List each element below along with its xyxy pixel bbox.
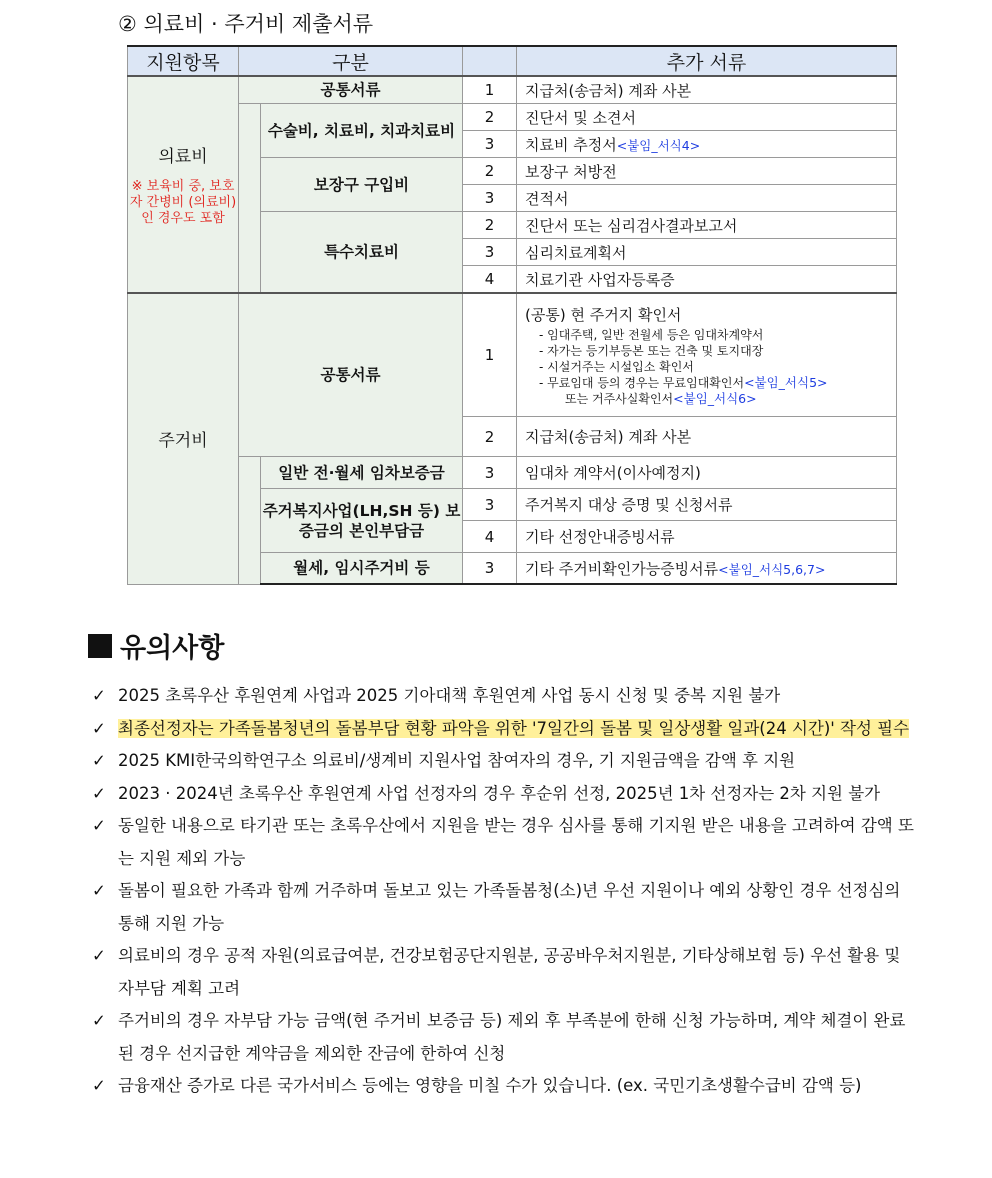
doc-number: 3 (463, 239, 517, 266)
caution-text: 금융재산 증가로 다른 국가서비스 등에는 영향을 미칠 수가 있습니다. (ex. 국민기초생활수급비 감액 등) (118, 1076, 862, 1095)
doc-number: 2 (463, 212, 517, 239)
division-common-docs: 공통서류 (239, 293, 463, 457)
form-reference: <붙임_서식5,6,7> (718, 561, 826, 577)
doc-item: 치료기관 사업자등록증 (517, 266, 897, 294)
doc-sub-item (539, 391, 896, 407)
doc-number: 3 (463, 553, 517, 585)
doc-item (517, 293, 897, 417)
list-item (92, 1070, 917, 1103)
list-item (92, 745, 917, 778)
check-icon: ✓ (92, 881, 106, 900)
category-note: ※ 보육비 중, 보호자 간병비 (의료비)인 경우도 포함 (129, 179, 237, 226)
doc-item: 심리치료계획서 (517, 239, 897, 266)
check-icon: ✓ (92, 1011, 106, 1030)
category-housing: 주거비 (128, 293, 239, 584)
doc-item: 견적서 (517, 185, 897, 212)
doc-number: 3 (463, 131, 517, 158)
doc-item: 진단서 및 소견서 (517, 104, 897, 131)
list-item (92, 810, 917, 875)
category-medical (128, 76, 239, 293)
header-number (463, 46, 517, 76)
header-additional-docs: 추가 서류 (517, 46, 897, 76)
doc-item-text: 치료비 추정서 (525, 135, 617, 154)
division-label: 일반 전·월세 임차보증금 (261, 457, 463, 489)
list-item (92, 680, 917, 713)
header-support-item: 지원항목 (128, 46, 239, 76)
doc-sub-list (525, 327, 896, 407)
list-item (92, 875, 917, 940)
caution-text: 동일한 내용으로 타기관 또는 초록우산에서 지원을 받는 경우 심사를 통해 기지원 받은 내용을 고려하여 감액 또는 지원 제외 가능 (118, 816, 914, 868)
division-common-docs: 공통서류 (239, 76, 463, 104)
list-item (92, 713, 917, 746)
doc-item: 기타 선정안내증빙서류 (517, 521, 897, 553)
cautions-heading (88, 626, 224, 665)
table-row (128, 457, 897, 489)
cautions-title: 유의사항 (120, 633, 225, 664)
doc-item-text: 기타 주거비확인가능증빙서류 (525, 559, 719, 578)
cautions-list (92, 680, 917, 1103)
list-item (92, 1005, 917, 1070)
doc-sub-item: - 임대주택, 일반 전월세 등은 임대차계약서 (539, 327, 764, 342)
division-label: 보장구 구입비 (261, 158, 463, 212)
indent-spacer (239, 457, 261, 585)
category-label: 의료비 (158, 147, 208, 167)
table-row (128, 293, 897, 417)
check-icon: ✓ (92, 816, 106, 835)
doc-item: 지급처(송금처) 계좌 사본 (517, 417, 897, 457)
doc-number: 2 (463, 417, 517, 457)
caution-text: 돌봄이 필요한 가족과 함께 거주하며 돌보고 있는 가족돌봄청(소)년 우선 지원이나 예외 상황인 경우 선정심의 통해 지원 가능 (118, 881, 901, 933)
caution-text: 주거비의 경우 자부담 가능 금액(현 주거비 보증금 등) 제외 후 부족분에 한해 신청 가능하며, 계약 체결이 완료된 경우 선지급한 계약금을 제외한 잔금에 한하여 신청 (118, 1011, 906, 1063)
check-icon: ✓ (92, 783, 106, 803)
section-title: ② 의료비 · 주거비 제출서류 (118, 12, 374, 36)
check-icon: ✓ (92, 751, 106, 770)
doc-number: 1 (463, 293, 517, 417)
doc-number: 2 (463, 158, 517, 185)
division-label: 특수치료비 (261, 212, 463, 294)
check-icon: ✓ (92, 1076, 106, 1095)
doc-number: 3 (463, 457, 517, 489)
doc-number: 3 (463, 489, 517, 521)
check-icon: ✓ (92, 686, 106, 705)
doc-sub-item: - 시설거주는 시설입소 확인서 (539, 359, 694, 374)
caution-text-highlighted: 최종선정자는 가족돌봄청년의 돌봄부담 현황 파악을 위한 '7일간의 돌봄 및 일상생활 일과(24 시간)' 작성 필수 (118, 718, 910, 738)
form-reference: <붙임_서식6> (673, 390, 757, 406)
division-label: 월세, 임시주거비 등 (261, 553, 463, 585)
division-label: 주거복지사업(LH,SH 등) 보증금의 본인부담금 (261, 489, 463, 553)
table-header-row (128, 46, 897, 76)
square-bullet-icon (88, 634, 112, 658)
table-row (128, 104, 897, 131)
doc-sub-item (539, 375, 896, 391)
division-label: 수술비, 치료비, 치과치료비 (261, 104, 463, 158)
doc-item: 임대차 계약서(이사예정지) (517, 457, 897, 489)
doc-number: 1 (463, 76, 517, 104)
caution-text: 2023 · 2024년 초록우산 후원연계 사업 선정자의 경우 후순위 선정, 2025년 1차 선정자는 2차 지원 불가 (118, 783, 881, 803)
doc-number: 3 (463, 185, 517, 212)
doc-item: 주거복지 대상 증명 및 신청서류 (517, 489, 897, 521)
doc-item (517, 131, 897, 158)
form-reference: <붙임_서식5> (744, 374, 828, 390)
caution-text: 2025 초록우산 후원연계 사업과 2025 기아대책 후원연계 사업 동시 신청 및 중복 지원 불가 (118, 686, 781, 705)
check-icon: ✓ (92, 946, 106, 965)
list-item (92, 940, 917, 1005)
doc-sub-item-text: - 무료임대 등의 경우는 무료임대확인서 (539, 375, 745, 390)
documents-table (127, 45, 897, 585)
doc-sub-item: - 자가는 등기부등본 또는 건축 및 토지대장 (539, 343, 764, 358)
doc-item: 보장구 처방전 (517, 158, 897, 185)
doc-item (517, 553, 897, 585)
doc-sub-item-text: 또는 거주사실확인서 (565, 391, 674, 406)
indent-spacer (239, 104, 261, 294)
doc-item-text: (공통) 현 주거지 확인서 (525, 305, 682, 324)
header-division: 구분 (239, 46, 463, 76)
caution-text: 의료비의 경우 공적 자원(의료급여분, 건강보험공단지원분, 공공바우처지원분, 기타상해보험 등) 우선 활용 및 자부담 계획 고려 (118, 946, 901, 998)
doc-number: 4 (463, 266, 517, 294)
doc-number: 2 (463, 104, 517, 131)
caution-text: 2025 KMI한국의학연구소 의료비/생계비 지원사업 참여자의 경우, 기 지원금액을 감액 후 지원 (118, 751, 796, 770)
form-reference: <붙임_서식4> (616, 137, 701, 153)
check-icon: ✓ (92, 718, 106, 738)
table-row (128, 76, 897, 104)
doc-item: 지급처(송금처) 계좌 사본 (517, 76, 897, 104)
list-item (92, 778, 917, 811)
doc-item: 진단서 또는 심리검사결과보고서 (517, 212, 897, 239)
doc-number: 4 (463, 521, 517, 553)
